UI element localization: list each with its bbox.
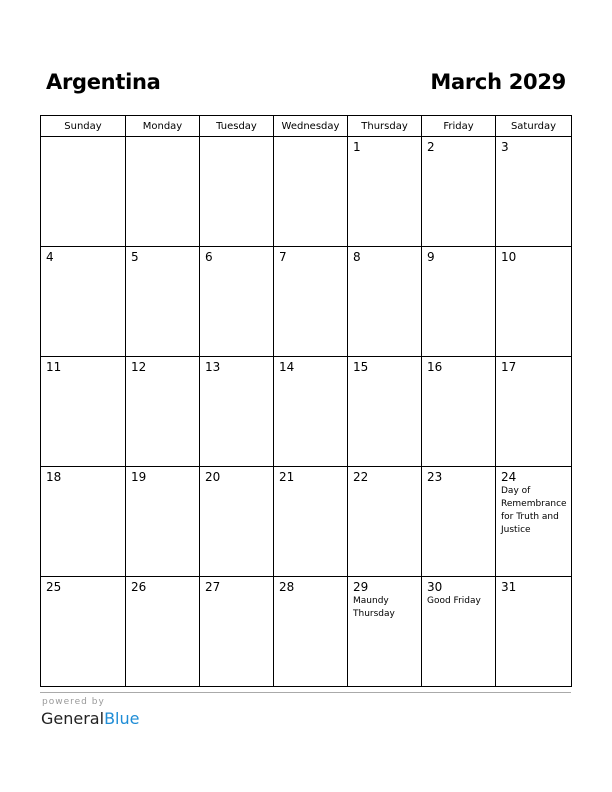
week-row bbox=[41, 247, 572, 357]
week-row bbox=[41, 137, 572, 247]
day-number: 1 bbox=[353, 140, 361, 154]
day-number: 7 bbox=[279, 250, 287, 264]
weekday-header: Thursday bbox=[348, 116, 422, 137]
day-cell bbox=[496, 467, 572, 577]
day-number: 17 bbox=[501, 360, 517, 374]
day-cell bbox=[41, 467, 126, 577]
day-cell bbox=[496, 137, 572, 247]
day-number: 24 bbox=[501, 470, 517, 484]
brand-blue-text: Blue bbox=[104, 709, 140, 728]
day-number: 14 bbox=[279, 360, 295, 374]
day-number: 2 bbox=[427, 140, 435, 154]
day-cell bbox=[200, 357, 274, 467]
day-cell bbox=[126, 467, 200, 577]
day-cell bbox=[496, 577, 572, 687]
day-number: 30 bbox=[427, 580, 443, 594]
day-cell bbox=[496, 247, 572, 357]
day-cell bbox=[126, 357, 200, 467]
day-cell bbox=[200, 137, 274, 247]
day-cell bbox=[41, 137, 126, 247]
day-cell bbox=[422, 467, 496, 577]
day-number: 18 bbox=[46, 470, 62, 484]
day-cell bbox=[348, 577, 422, 687]
day-cell bbox=[496, 357, 572, 467]
day-cell bbox=[348, 137, 422, 247]
month-year-title: March 2029 bbox=[430, 70, 566, 94]
week-row bbox=[41, 577, 572, 687]
day-number: 25 bbox=[46, 580, 62, 594]
weekday-header: Saturday bbox=[496, 116, 572, 137]
day-number: 28 bbox=[279, 580, 295, 594]
day-cell bbox=[274, 357, 348, 467]
day-number: 29 bbox=[353, 580, 369, 594]
day-number: 16 bbox=[427, 360, 443, 374]
weekday-header-row bbox=[41, 116, 572, 137]
day-cell bbox=[126, 137, 200, 247]
day-number: 27 bbox=[205, 580, 221, 594]
day-number: 11 bbox=[46, 360, 62, 374]
day-number: 20 bbox=[205, 470, 221, 484]
day-cell bbox=[274, 137, 348, 247]
day-number: 5 bbox=[131, 250, 139, 264]
calendar-grid bbox=[40, 115, 572, 687]
powered-by-label: powered by bbox=[42, 697, 105, 707]
day-number: 4 bbox=[46, 250, 54, 264]
day-cell bbox=[200, 247, 274, 357]
day-cell bbox=[41, 247, 126, 357]
day-cell bbox=[274, 577, 348, 687]
day-cell bbox=[274, 467, 348, 577]
footer-divider bbox=[40, 692, 571, 693]
weekday-header: Sunday bbox=[41, 116, 126, 137]
day-number: 8 bbox=[353, 250, 361, 264]
country-title: Argentina bbox=[46, 70, 161, 94]
day-cell bbox=[200, 577, 274, 687]
day-cell bbox=[348, 467, 422, 577]
week-row bbox=[41, 357, 572, 467]
day-cell bbox=[348, 247, 422, 357]
day-number: 23 bbox=[427, 470, 443, 484]
day-cell bbox=[348, 357, 422, 467]
day-number: 9 bbox=[427, 250, 435, 264]
day-number: 12 bbox=[131, 360, 147, 374]
day-cell bbox=[422, 577, 496, 687]
day-cell bbox=[41, 577, 126, 687]
day-cell bbox=[200, 467, 274, 577]
holiday-label: Maundy Thursday bbox=[353, 596, 395, 619]
day-number: 21 bbox=[279, 470, 295, 484]
weekday-header: Monday bbox=[126, 116, 200, 137]
day-cell bbox=[422, 137, 496, 247]
holiday-label: Day of Remembrance for Truth and Justice bbox=[501, 486, 567, 535]
holiday-label: Good Friday bbox=[427, 596, 481, 606]
day-cell bbox=[126, 577, 200, 687]
day-number: 13 bbox=[205, 360, 221, 374]
day-number: 19 bbox=[131, 470, 147, 484]
week-row bbox=[41, 467, 572, 577]
day-number: 31 bbox=[501, 580, 517, 594]
day-cell bbox=[422, 357, 496, 467]
day-number: 10 bbox=[501, 250, 517, 264]
brand-logo[interactable] bbox=[41, 709, 139, 728]
day-cell bbox=[126, 247, 200, 357]
brand-general-text: General bbox=[41, 709, 105, 728]
day-cell bbox=[274, 247, 348, 357]
day-cell bbox=[41, 357, 126, 467]
day-number: 3 bbox=[501, 140, 509, 154]
day-number: 15 bbox=[353, 360, 369, 374]
day-cell bbox=[422, 247, 496, 357]
weekday-header: Wednesday bbox=[274, 116, 348, 137]
day-number: 26 bbox=[131, 580, 147, 594]
weekday-header: Tuesday bbox=[200, 116, 274, 137]
weekday-header: Friday bbox=[422, 116, 496, 137]
day-number: 22 bbox=[353, 470, 369, 484]
day-number: 6 bbox=[205, 250, 213, 264]
